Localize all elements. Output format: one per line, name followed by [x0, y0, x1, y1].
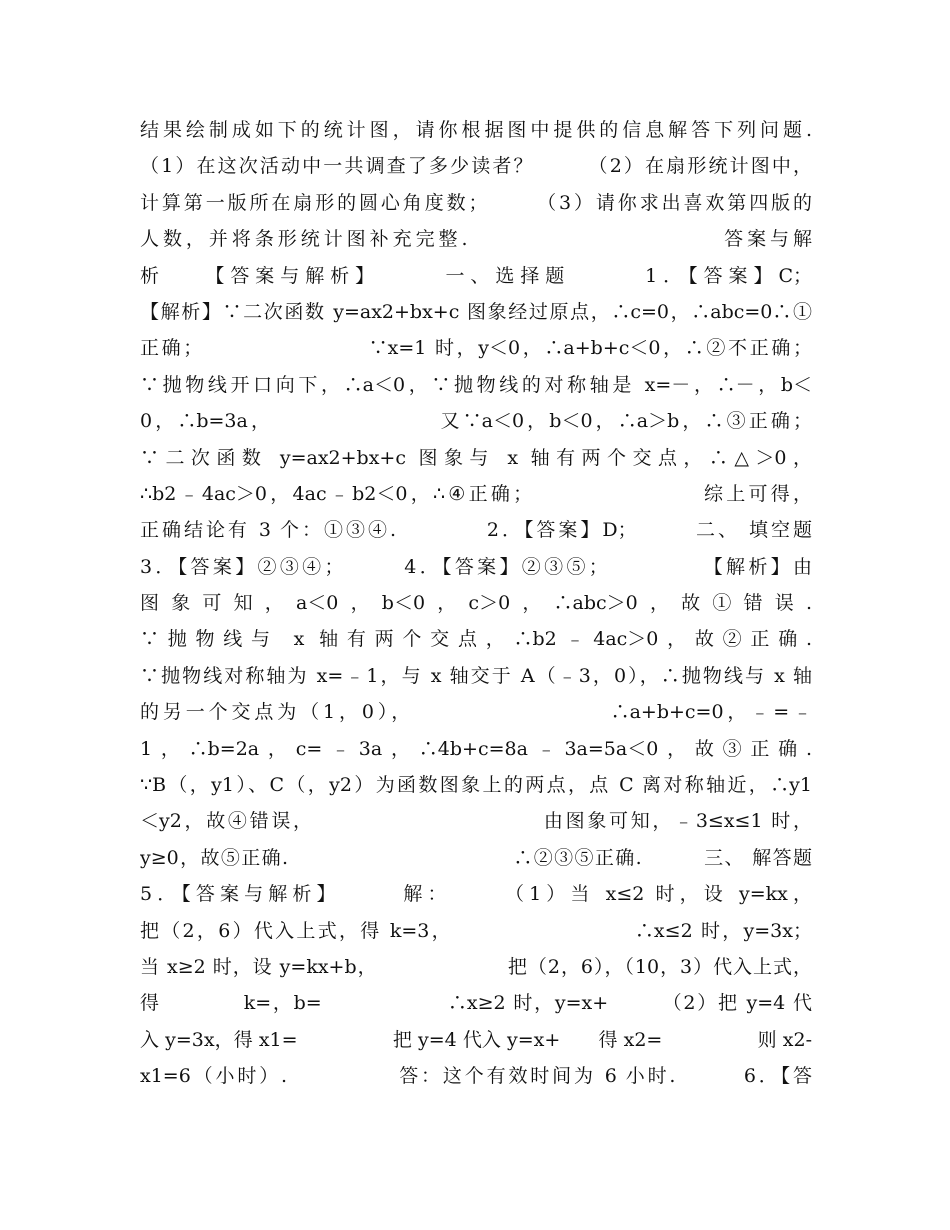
text-line: 入 y=3x，得 x1= 把 y=4 代入 y=x+ 得 x2= 则 x2- [140, 1028, 812, 1051]
text-line: 人数，并将条形统计图补充完整. 答案与解 [140, 228, 812, 251]
text-line: ∵B（，y1）、C（，y2）为函数图象上的两点，点 C 离对称轴近，∴y1 [140, 774, 812, 797]
text-line: 图象可知，a＜0，b＜0，c＞0，∴abc＞0，故①错误. [140, 592, 812, 615]
text-line: ∵抛物线开口向下，∴a＜0，∵抛物线的对称轴是 x=－，∴－，b＜ [140, 373, 812, 396]
text-line: ＜y2，故④错误， 由图象可知，﹣3≤x≤1 时， [140, 810, 812, 833]
text-line: 3．【答案】②③④； 4．【答案】②③⑤； 【解析】由 [140, 555, 812, 578]
text-line: y≥0，故⑤正确. ∴②③⑤正确. 三、 解答题 [140, 846, 812, 869]
text-line: 5．【答案与解析】 解： （1）当 x≤2 时，设 y=kx， [140, 883, 812, 906]
text-line: 0，∴b=3a， 又∵a＜0，b＜0，∴a＞b，∴③正确； [140, 410, 812, 433]
text-line: 【解析】∵二次函数 y=ax2+bx+c 图象经过原点，∴c=0，∴abc=0∴① [140, 300, 812, 323]
text-line: （1）在这次活动中一共调查了多少读者？ （2）在扇形统计图中， [140, 155, 812, 178]
text-line: 正确结论有 3 个：①③④. 2．【答案】D； 二、 填空题 [140, 519, 812, 542]
text-line: ∵二次函数 y=ax2+bx+c 图象与 x 轴有两个交点，∴△＞0， [140, 446, 812, 469]
text-line: 1，∴b=2a，c=﹣3a，∴4b+c=8a﹣3a=5a＜0，故③正确. [140, 737, 812, 760]
text-line: 正确； ∵x=1 时，y＜0，∴a+b+c＜0，∴②不正确； [140, 337, 812, 360]
text-line: 结果绘制成如下的统计图，请你根据图中提供的信息解答下列问题. [140, 119, 812, 141]
text-line: ∴b2﹣4ac＞0，4ac﹣b2＜0，∴④正确； 综上可得， [140, 482, 812, 505]
text-line: 计算第一版所在扇形的圆心角度数； （3）请你求出喜欢第四版的 [140, 191, 812, 214]
text-line: x1=6（小时）. 答：这个有效时间为 6 小时. 6．【答 [140, 1065, 812, 1088]
text-line: 得 k=，b= ∴x≥2 时，y=x+ （2）把 y=4 代 [140, 992, 812, 1015]
text-line: 的另一个交点为（1，0）， ∴a+b+c=0，﹣=﹣ [140, 701, 812, 724]
text-line: ∵抛物线与 x 轴有两个交点，∴b2﹣4ac＞0，故②正确. [140, 628, 812, 651]
text-line: 当 x≥2 时，设 y=kx+b， 把（2，6），（10，3）代入上式， [140, 955, 812, 978]
text-line: 析 【答案与解析】 一、选择题 1．【答案】C； [140, 264, 812, 287]
text-line: 把（2，6）代入上式，得 k=3， ∴x≤2 时，y=3x； [140, 919, 812, 942]
document-body [140, 112, 812, 1095]
text-line: ∵抛物线对称轴为 x=﹣1，与 x 轴交于 A（﹣3，0），∴抛物线与 x 轴 [140, 664, 812, 687]
